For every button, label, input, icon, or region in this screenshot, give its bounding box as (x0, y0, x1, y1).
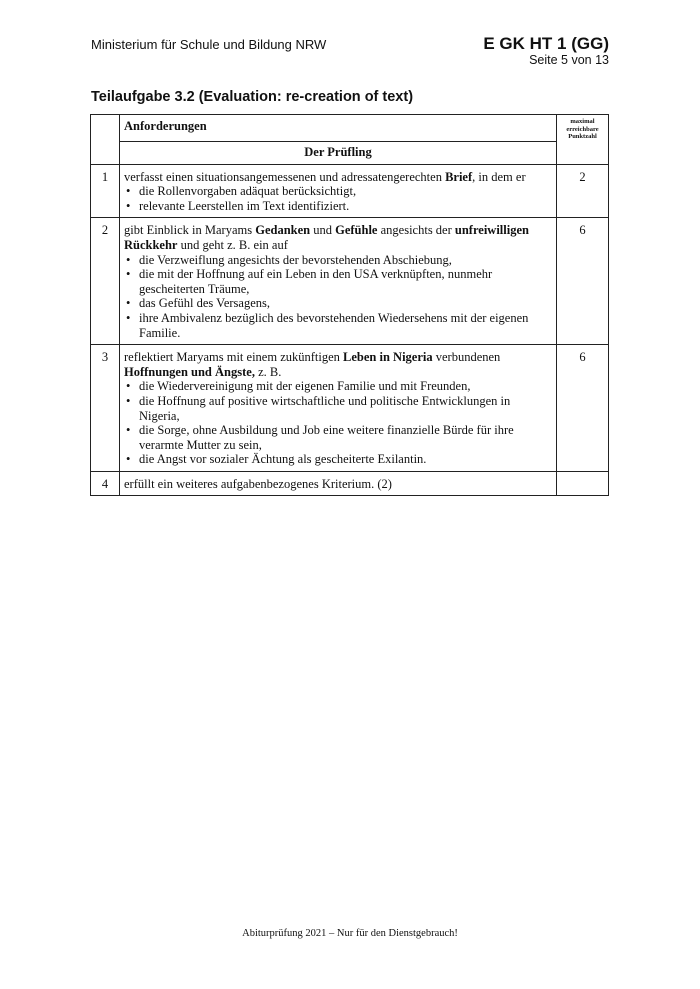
intro-text: , in dem er (472, 169, 526, 184)
list-item: • die mit der Hoffnung auf ein Leben in den USA verknüpften, nunmehr gescheiterten Träume, (124, 267, 552, 296)
table-subheader-row (91, 142, 609, 165)
header-empty-cell (91, 115, 120, 165)
page-number: Seite 5 von 13 (529, 53, 609, 67)
criterion-intro (124, 477, 552, 492)
intro-text: reflektiert Maryams mit einem zukünftigen (124, 350, 344, 365)
max-points-header (557, 115, 609, 165)
criteria-table (90, 114, 609, 496)
criterion-text (120, 345, 557, 472)
emphasis-text: Brief (445, 169, 473, 184)
intro-text: gibt Einblick in Maryams (124, 223, 256, 238)
criterion-text (120, 471, 557, 496)
emphasis-text: Hoffnungen und Ängste, (124, 364, 255, 379)
criterion-points (557, 471, 609, 496)
criterion-text (120, 164, 557, 218)
subject-header: Der Prüfling (120, 142, 557, 165)
ministry-name: Ministerium für Schule und Bildung NRW (91, 37, 327, 52)
intro-text: und geht z. B. ein auf (177, 237, 288, 252)
requirements-header: Anforderungen (120, 115, 557, 142)
table-header-row (91, 115, 609, 142)
table-row (91, 345, 609, 472)
list-item: • die Rollenvorgaben adäquat berücksichtigt, (124, 184, 552, 199)
intro-text: verfasst einen situationsangemessenen und adressatengerechten (124, 169, 446, 184)
criterion-number: 3 (91, 345, 120, 472)
max-points-header-line: Punktzahl (568, 133, 597, 140)
table-row (91, 218, 609, 345)
max-points-header-line: erreichbare (566, 125, 599, 133)
list-item: • die Angst vor sozialer Ächtung als gescheiterte Exilantin. (124, 452, 552, 467)
emphasis-text: Gedanken (255, 223, 311, 238)
criterion-bullet-list (124, 379, 552, 467)
criterion-points: 6 (557, 345, 609, 472)
list-item: • die Sorge, ohne Ausbildung und Job eine weitere finanzielle Bürde für ihre verarmte Mutter zu sein, (124, 423, 552, 452)
emphasis-text: unfreiwilligen Rückkehr (124, 223, 529, 252)
list-item: • die Hoffnung auf positive wirtschaftliche und politische Entwicklungen in Nigeria, (124, 394, 552, 423)
footer-note: Abiturprüfung 2021 – Nur für den Dienstgebrauch! (242, 928, 458, 939)
list-item: • relevante Leerstellen im Text identifiziert. (124, 199, 552, 214)
list-item: • die Verzweiflung angesichts der bevorstehenden Abschiebung, (124, 253, 552, 268)
intro-text: z. B. (254, 364, 282, 379)
exam-header (483, 34, 609, 67)
criterion-points: 2 (557, 164, 609, 218)
criterion-text (120, 218, 557, 345)
section-title: Teilaufgabe 3.2 (Evaluation: re-creation of text) (91, 89, 414, 105)
list-item: • die Wiedervereinigung mit der eigenen Familie und mit Freunden, (124, 379, 552, 394)
criterion-number: 4 (91, 471, 120, 496)
table-row (91, 164, 609, 218)
intro-text: verbundenen (432, 350, 501, 365)
exam-code: E GK HT 1 (GG) (483, 34, 609, 53)
criterion-points: 6 (557, 218, 609, 345)
intro-text: angesichts der (377, 223, 455, 238)
list-item: • ihre Ambivalenz bezüglich des bevorstehenden Wiedersehens mit der eigenen Familie. (124, 311, 552, 340)
intro-text: erfüllt ein weiteres aufgabenbezogenes Kriterium. (2) (124, 476, 392, 491)
emphasis-text: Leben in Nigeria (343, 350, 433, 365)
criterion-intro (124, 350, 552, 379)
criterion-intro (124, 223, 552, 252)
table-row (91, 471, 609, 496)
criterion-bullet-list (124, 253, 552, 341)
emphasis-text: Gefühle (335, 223, 378, 238)
criterion-intro (124, 170, 552, 185)
intro-text: und (310, 223, 336, 238)
list-item: • das Gefühl des Versagens, (124, 296, 552, 311)
max-points-header-line: maximal (570, 118, 595, 125)
criterion-number: 1 (91, 164, 120, 218)
criterion-number: 2 (91, 218, 120, 345)
criterion-bullet-list (124, 184, 552, 213)
